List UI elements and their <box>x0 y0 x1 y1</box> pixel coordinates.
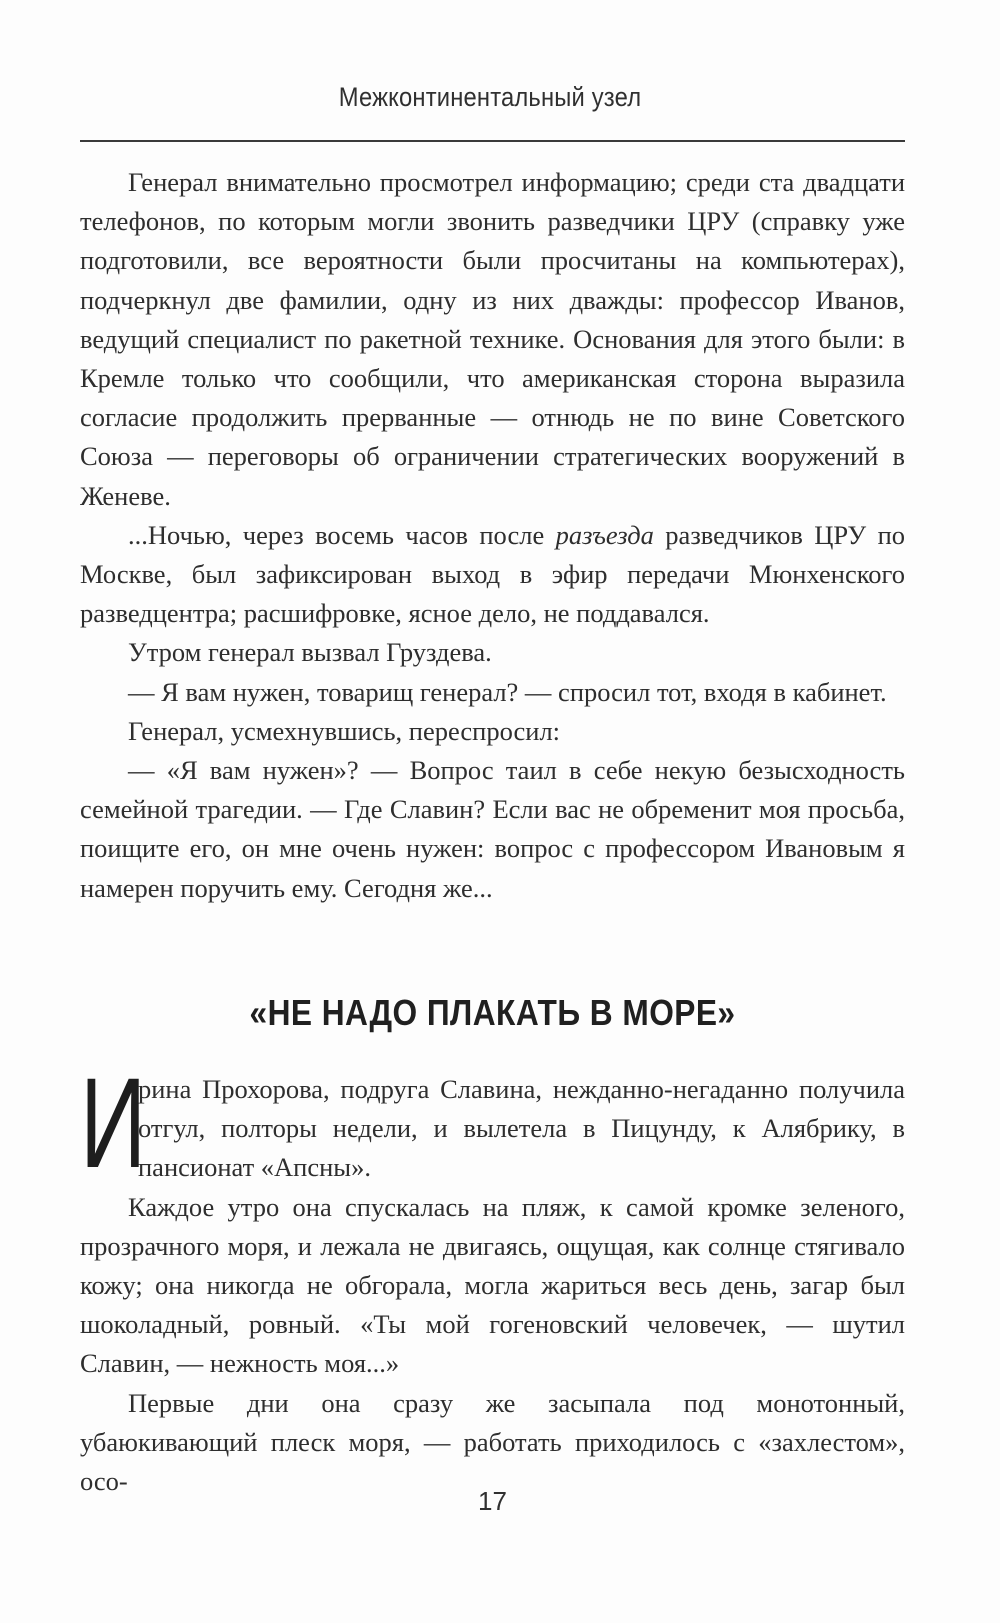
header-divider <box>80 140 905 142</box>
running-head-title: Межконтинентальный узел <box>338 82 642 112</box>
chapter-text <box>80 1052 905 1501</box>
paragraph: Каждое утро она спускалась на пляж, к самой кромке зеленого, прозрачного моря, и лежала не двигаясь, ощущая, как солнце стягивало кожу; она никогда не обгорала, могла жариться весь день, загар был шоколадный, ровный. «Ты мой гогеновский человечек, — шутил Славин, — нежность моя...» <box>80 1191 905 1379</box>
italic-word: разъезда <box>555 519 654 550</box>
paragraph: Генерал, усмехнувшись, переспросил: <box>128 715 561 746</box>
page-number: 17 <box>478 1486 507 1516</box>
text-run: рина Прохорова, подруга Славина, нежданно-негаданно получила отгул, полторы недели, и вылетела в Пицунду, к Алябрику, в пансионат «Апсны». <box>138 1074 905 1183</box>
paragraph: Первые дни она сразу же засыпала под монотонный, убаюкивающий плеск моря, — работать приходилось с «захлестом», осо- <box>80 1387 905 1497</box>
paragraph: Утром генерал вызвал Груздева. <box>128 637 492 668</box>
section-text <box>80 163 905 908</box>
paragraph <box>80 516 905 634</box>
text-run: разведчиков ЦРУ по Москве, был зафиксирован выход в эфир передачи Мюнхенского разведцентра; расшифровке, ясное дело, не поддавался. <box>80 519 906 629</box>
chapter-title: «НЕ НАДО ПЛАКАТЬ В МОРЕ» <box>249 992 736 1033</box>
paragraph: — Я вам нужен, товарищ генерал? — спросил тот, входя в кабинет. <box>128 676 887 707</box>
opening-paragraph <box>80 1052 905 1195</box>
drop-cap: И <box>80 1052 147 1195</box>
paragraph: Генерал внимательно просмотрел информацию; среди ста двадцати телефонов, по которым могли звонить разведчики ЦРУ (справку уже подготовили, все вероятности были просчитаны на компьютерах), подчеркнул две фамилии, одну из них дважды: профессор Иванов, ведущий специалист по ракетной технике. Основания для этого были: в Кремле только что сообщили, что американская сторона выразила согласие продолжить прерванные — отнюдь не по вине Советского Союза — переговоры об ограничении стратегических вооружений в Женеве. <box>80 167 905 511</box>
text-run: ...Ночью, через восемь часов после <box>128 519 556 550</box>
paragraph: — «Я вам нужен»? — Вопрос таил в себе некую безысходность семейной трагедии. — Где Славин? Если вас не обременит моя просьба, поищите его, он мне очень нужен: вопрос с профессором Ивановым я намерен поручить ему. Сегодня же... <box>80 755 905 903</box>
